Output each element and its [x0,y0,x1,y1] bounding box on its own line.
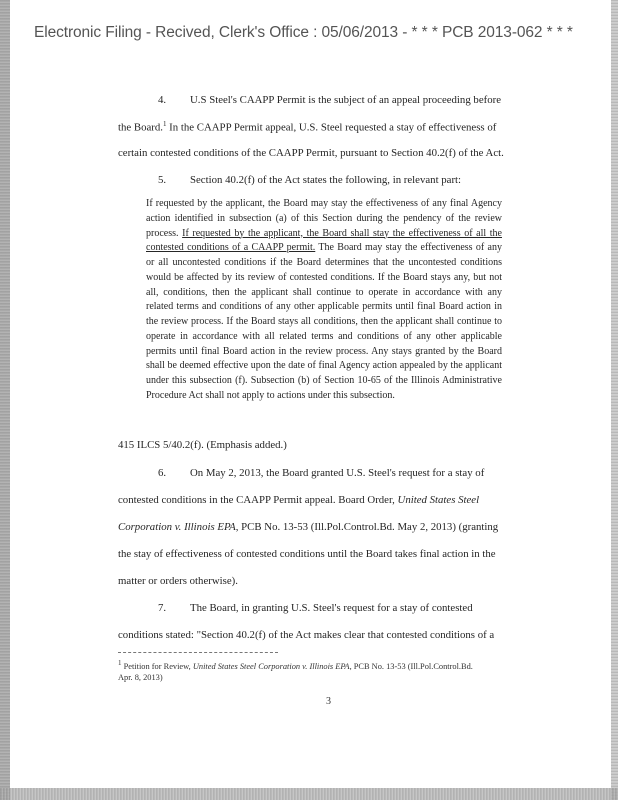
paragraph-number: 6. [158,467,167,479]
citation: 415 ILCS 5/40.2(f). (Emphasis added.) [118,439,287,451]
paragraph-line: U.S Steel's CAAPP Permit is the subject of an appeal proceeding before [190,94,501,106]
scan-edge-right [611,0,618,800]
paragraph-line: certain contested conditions of the CAAPP Permit, pursuant to Section 40.2(f) of the Act. [118,147,504,159]
paragraph-line: Section 40.2(f) of the Act states the following, in relevant part: [190,174,462,186]
footnote-marker: 1 [118,659,122,667]
footnote-ref: 1 [162,120,167,128]
paragraph-number: 7. [158,602,167,614]
paragraph-number: 4. [158,94,167,106]
paragraph-line: Corporation v. Illinois EPA, PCB No. 13-53 (Ill.Pol.Control.Bd. May 2, 2013) (granting [118,521,499,533]
paragraph-line: the stay of effectiveness of contested conditions until the Board takes final action in the [118,548,496,560]
footnote-line: Apr. 8, 2013) [118,672,163,682]
page-number: 3 [326,696,331,707]
paragraph-line: conditions stated: "Section 40.2(f) of the Act makes clear that contested conditions of a [118,629,495,641]
footnote-separator [118,652,278,653]
paragraph-number: 5. [158,174,167,186]
paragraph-line: contested conditions in the CAAPP Permit appeal. Board Order, United States Steel [118,494,480,506]
case-name: United States Steel [397,494,480,506]
footnote [118,658,518,683]
scan-edge-bottom [0,788,618,800]
paragraph-line: matter or orders otherwise). [118,575,238,587]
scan-edge-left [0,0,10,800]
emphasized-text: If requested by the applicant, the Board shall stay the effectiveness of all the contested conditions of a CAAPP permit. [146,227,502,254]
paragraph-line: the Board.$^1$ In the CAAPP Permit appeal, U.S. Steel requested a stay of effectiveness of [118,120,497,134]
footnote-line: $^1$ Petition for Review, United States Steel Corporation v. Illinois EPA, PCB No. 13-53 (Ill.Pol.Control.Bd. [118,659,473,671]
paragraph-line: The Board, in granting U.S. Steel's request for a stay of contested [190,602,473,614]
case-name: Corporation v. Illinois EPA [118,521,236,533]
filing-stamp-header: Electronic Filing - Recived, Clerk's Office : 05/06/2013 - * * * PCB 2013-062 * * * [34,24,573,41]
paragraph-line: On May 2, 2013, the Board granted U.S. Steel's request for a stay of [190,467,485,479]
case-name: United States Steel Corporation v. Illinois EPA [192,661,350,671]
statute-block-quote: If requested by the applicant, the Board may stay the effectiveness of any final Agency action identified in subsection (a) of this Section during the pendency of the review process. If requested by the applicant, the Board shall stay the effectiveness of all the contested conditions of a CAAPP permit. The Board may stay the effectiveness of any or all uncontested conditions if the Board determines that the uncontested conditions would be affected by its review of contested conditions. If the Board stays any, but not all, conditions, then the applicant shall continue to operate in accordance with any related terms and conditions of any other applicable permits until final Board action in the review process. If the Board stays all conditions, then the applicant shall continue to operate in accordance with all related terms and conditions of any other applicable permits until final Board action in the review process. Any stays granted by the Board shall be deemed effective upon the date of final Agency action appealed by the applicant under this subsection (f). Subsection (b) of Section 10-65 of the Illinois Administrative Procedure Act shall not apply to actions under this subsection. [146,198,502,401]
